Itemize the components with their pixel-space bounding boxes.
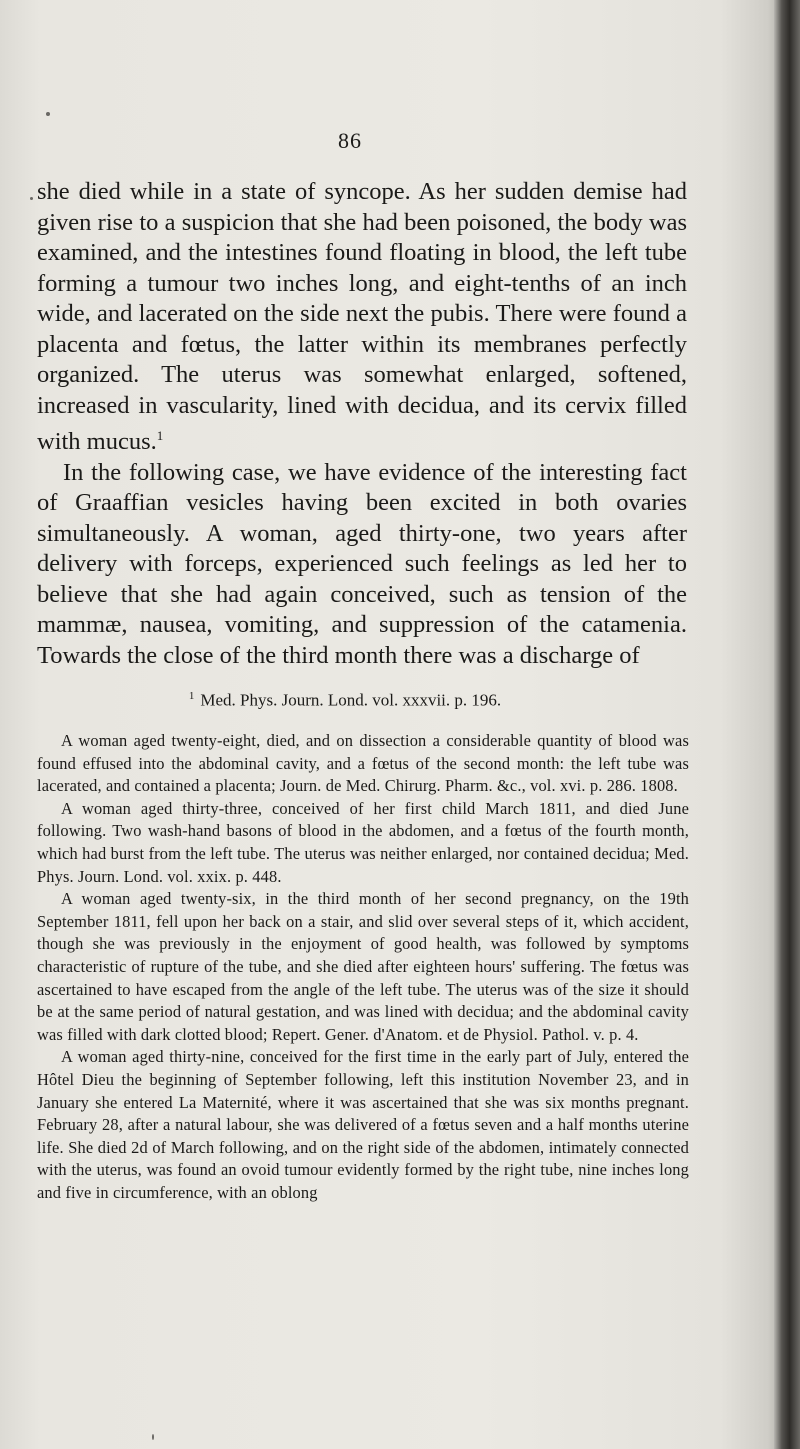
main-text xyxy=(37,177,687,671)
paragraph xyxy=(37,177,687,458)
footnote-marker: 1 xyxy=(156,428,164,443)
footnote-mark: 1 xyxy=(188,690,195,702)
book-spine-shadow xyxy=(774,0,800,1449)
case-note: A woman aged twenty-six, in the third month of her second pregnancy, on the 19th September 1811, fell upon her back on a stair, and slid over several steps of it, which accident, though she was previously in the enjoyment of good health, was followed by symptoms characteristic of rupture of the tube, and she died after eighteen hours' suffering. The fœtus was ascertained to have escaped from the angle of the left tube. The uterus was of the size it should be at the same period of natural gestation, and was lined with decidua; and the abdominal cavity was filled with dark clotted blood; Repert. Gener. d'Anatom. et de Physiol. Pathol. v. p. 4. xyxy=(37,889,689,1044)
paper-speck xyxy=(152,1434,154,1440)
paper-speck xyxy=(46,112,50,116)
paragraph xyxy=(37,458,687,672)
case-notes xyxy=(37,730,689,1204)
case-note: A woman aged thirty-nine, conceived for the first time in the early part of July, entered the Hôtel Dieu the beginning of September following, left this institution November 23, and in January she entered La Maternité, where it was ascertained that she was six months pregnant. February 28, after a natural labour, she was delivered of a fœtus seven and a half months uterine life. She died 2d of March following, and on the right side of the abdomen, intimately connected with the uterus, was found an ovoid tumour evidently formed by the right tube, nine inches long and five in circumference, with an oblong xyxy=(37,1047,689,1202)
footnote-text: Med. Phys. Journ. Lond. vol. xxxvii. p. 196. xyxy=(200,690,502,710)
paragraph-text: In the following case, we have evidence of the interesting fact of Graaffian vesicles having been excited in both ovaries simultaneously. A woman, aged thirty-one, two years after delivery with forceps, experienced such feelings as led her to believe that she had again conceived, such as tension of the mammæ, nausea, vomiting, and suppression of the catamenia. Towards the close of the third month there was a discharge of xyxy=(37,458,687,669)
case-note: A woman aged twenty-eight, died, and on dissection a considerable quantity of blood was found effused into the abdominal cavity, and a fœtus of the second month: the left tube was lacerated, and contained a placenta; Journ. de Med. Chirurg. Pharm. &c., vol. xvi. p. 286. 1808. xyxy=(37,731,689,796)
page-number: 86 xyxy=(338,128,362,153)
paragraph-text: she died while in a state of syncope. As her sudden demise had given rise to a suspicion that she had been poisoned, the body was examined, and the intestines found floating in blood, the left tube forming a tumour two inches long, and eight-tenths of an inch wide, and lacerated on the side next the pubis. There were found a placenta and fœtus, the latter within its membranes perfectly organized. The uterus was somewhat enlarged, softened, increased in vascularity, lined with decidua, and its cervix filled with mucus. xyxy=(37,178,687,456)
paper-speck xyxy=(30,197,33,200)
case-note: A woman aged thirty-three, conceived of her first child March 1811, and died June following. Two wash-hand basons of blood in the abdomen, and a fœtus of the fourth month, which had burst from the left tube. The uterus was neither enlarged, nor contained decidua; Med. Phys. Journ. Lond. vol. xxix. p. 448. xyxy=(37,798,689,886)
footnote xyxy=(0,690,690,711)
